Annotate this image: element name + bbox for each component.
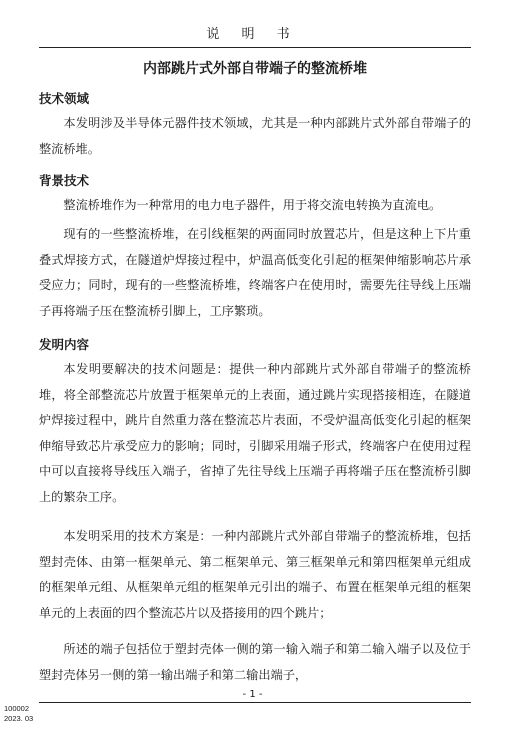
footer-divider bbox=[39, 702, 471, 703]
section-heading-invention-content: 发明内容 bbox=[39, 337, 90, 352]
paragraph: 现有的一些整流桥堆，在引线框架的两面同时放置芯片，但是这种上下片重叠式焊接方式，在隧道炉焊接过程中，炉温高低变化引起的框架伸缩影响芯片承受应力；同时，现有的一些整流桥堆，终端客户在使用时，需要先往导线上压端子再将端子压在整流桥引脚上，工序繁琐。 bbox=[39, 227, 471, 318]
form-date: 2023. 03 bbox=[4, 714, 34, 723]
paragraph: 所述的端子包括位于塑封壳体一侧的第一输入端子和第二输入端子以及位于塑封壳体另一侧的第一输出端子和第二输出端子， bbox=[39, 642, 471, 682]
header-divider bbox=[39, 47, 471, 48]
section-heading-technical-field: 技术领域 bbox=[39, 91, 90, 106]
paragraph: 本发明涉及半导体元器件技术领域，尤其是一种内部跳片式外部自带端子的整流桥堆。 bbox=[39, 116, 471, 156]
paragraph: 本发明要解决的技术问题是：提供一种内部跳片式外部自带端子的整流桥堆，将全部整流芯片放置于框架单元的上表面，通过跳片实现搭接相连，在隧道炉焊接过程中，跳片自然重力落在整流芯片表面，不受炉温高低变化引起的框架伸缩导致芯片承受应力的影响；同时，引脚采用端子形式，终端客户在使用过程中可以直接将导线压入端子，省掉了先往导线上压端子再将端子压在整流桥引脚上的繁杂工序。 bbox=[39, 362, 471, 504]
page-number: - 1 - bbox=[242, 689, 263, 700]
form-code: 100002 bbox=[4, 704, 30, 713]
paragraph: 本发明采用的技术方案是：一种内部跳片式外部自带端子的整流桥堆，包括塑封壳体、由第一框架单元、第二框架单元、第三框架单元和第四框架单元组成的框架单元组、从框架单元组的框架单元引出的端子、布置在框架单元组的框架单元的上表面的四个整流芯片以及搭接用的四个跳片； bbox=[39, 529, 471, 620]
paragraph: 整流桥堆作为一种常用的电力电子器件，用于将交流电转换为直流电。 bbox=[63, 198, 442, 212]
document-title: 内部跳片式外部自带端子的整流桥堆 bbox=[143, 61, 367, 77]
section-heading-background: 背景技术 bbox=[39, 173, 90, 188]
document-header: 说 明 书 bbox=[206, 27, 299, 42]
